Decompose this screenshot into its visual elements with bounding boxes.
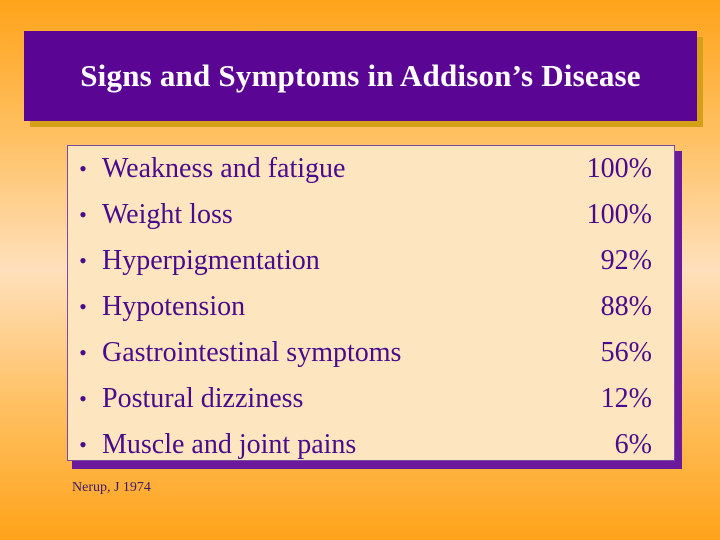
symptom-percentage: 56% <box>600 337 652 368</box>
symptom-row <box>68 245 674 291</box>
symptom-percentage: 12% <box>600 383 652 414</box>
symptom-list <box>68 153 674 475</box>
slide-title: Signs and Symptoms in Addison’s Disease <box>80 58 641 93</box>
bullet-icon: • <box>79 386 87 411</box>
symptom-label: Postural dizziness <box>102 383 304 414</box>
symptom-label: Weight loss <box>102 199 233 230</box>
symptom-row <box>68 291 674 337</box>
bullet-icon: • <box>79 202 87 227</box>
title-banner <box>24 31 697 121</box>
symptom-row <box>68 337 674 383</box>
bullet-icon: • <box>79 156 87 181</box>
symptom-label: Hyperpigmentation <box>102 245 320 276</box>
bullet-icon: • <box>79 294 87 319</box>
symptom-row <box>68 429 674 475</box>
symptom-row <box>68 153 674 199</box>
symptom-percentage: 6% <box>614 429 652 460</box>
bullet-icon: • <box>79 432 87 457</box>
symptom-row <box>68 199 674 245</box>
bullet-icon: • <box>79 248 87 273</box>
source-citation: Nerup, J 1974 <box>72 480 151 495</box>
symptom-label: Muscle and joint pains <box>102 429 357 460</box>
symptom-percentage: 92% <box>600 245 652 276</box>
symptom-label: Weakness and fatigue <box>102 153 346 184</box>
symptom-row <box>68 383 674 429</box>
symptom-percentage: 88% <box>600 291 652 322</box>
symptom-list-panel <box>67 145 675 461</box>
symptom-percentage: 100% <box>586 199 652 230</box>
bullet-icon: • <box>79 340 87 365</box>
symptom-percentage: 100% <box>586 153 652 184</box>
symptom-label: Hypotension <box>102 291 246 322</box>
symptom-label: Gastrointestinal symptoms <box>102 337 402 368</box>
